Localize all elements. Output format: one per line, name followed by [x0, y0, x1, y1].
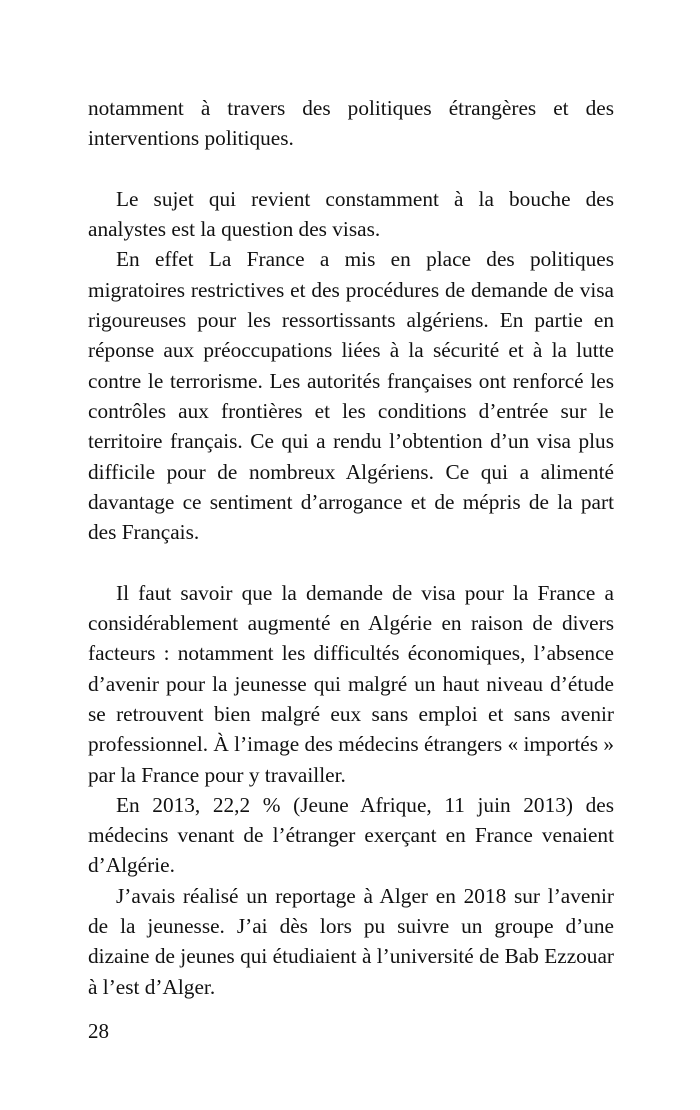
paragraph-visas-topic: Le sujet qui revient constamment à la bouche des analystes est la question des visas. [88, 186, 614, 242]
paragraph-visa-demand: Il faut savoir que la demande de visa pour la France a considérablement augmenté en Algérie en raison de divers facteurs : notamment les difficultés économiques, l’absence d’avenir pour la jeunesse qui malgré un haut niveau d’étude se retrouvent bien malgré eux sans emploi et sans avenir professionnel. À l’image des médecins étrangers « importés » par la France pour y travailler. [88, 580, 614, 787]
body-text [88, 93, 614, 1002]
paragraph-doctors-statistic: En 2013, 22,2 % (Jeune Afrique, 11 juin 2013) des médecins venant de l’étranger exerçant en France venaient d’Algérie. [88, 792, 614, 878]
paragraph-france-policies: En effet La France a mis en place des politiques migratoires restrictives et des procédures de demande de visa rigoureuses pour les ressortissants algériens. En partie en réponse aux préoccupations liées à la sécurité et à la lutte contre le terrorisme. Les autorités françaises ont renforcé les contrôles aux frontières et les conditions d’entrée sur le territoire français. Ce qui a rendu l’obtention d’un visa plus difficile pour de nombreux Algériens. Ce qui a alimenté davantage ce sentiment d’arrogance et de mépris de la part des Français. [88, 247, 614, 545]
page-number: 28 [88, 1019, 109, 1043]
paragraph-continuation: notamment à travers des politiques étrangères et des interventions politiques. [88, 96, 614, 151]
paragraph-reportage: J’avais réalisé un reportage à Alger en 2018 sur l’avenir de la jeunesse. J’ai dès lors pu suivre un groupe d’une dizaine de jeunes qui étudiaient à l’université de Bab Ezzouar à l’est d’Alger. [88, 883, 614, 999]
